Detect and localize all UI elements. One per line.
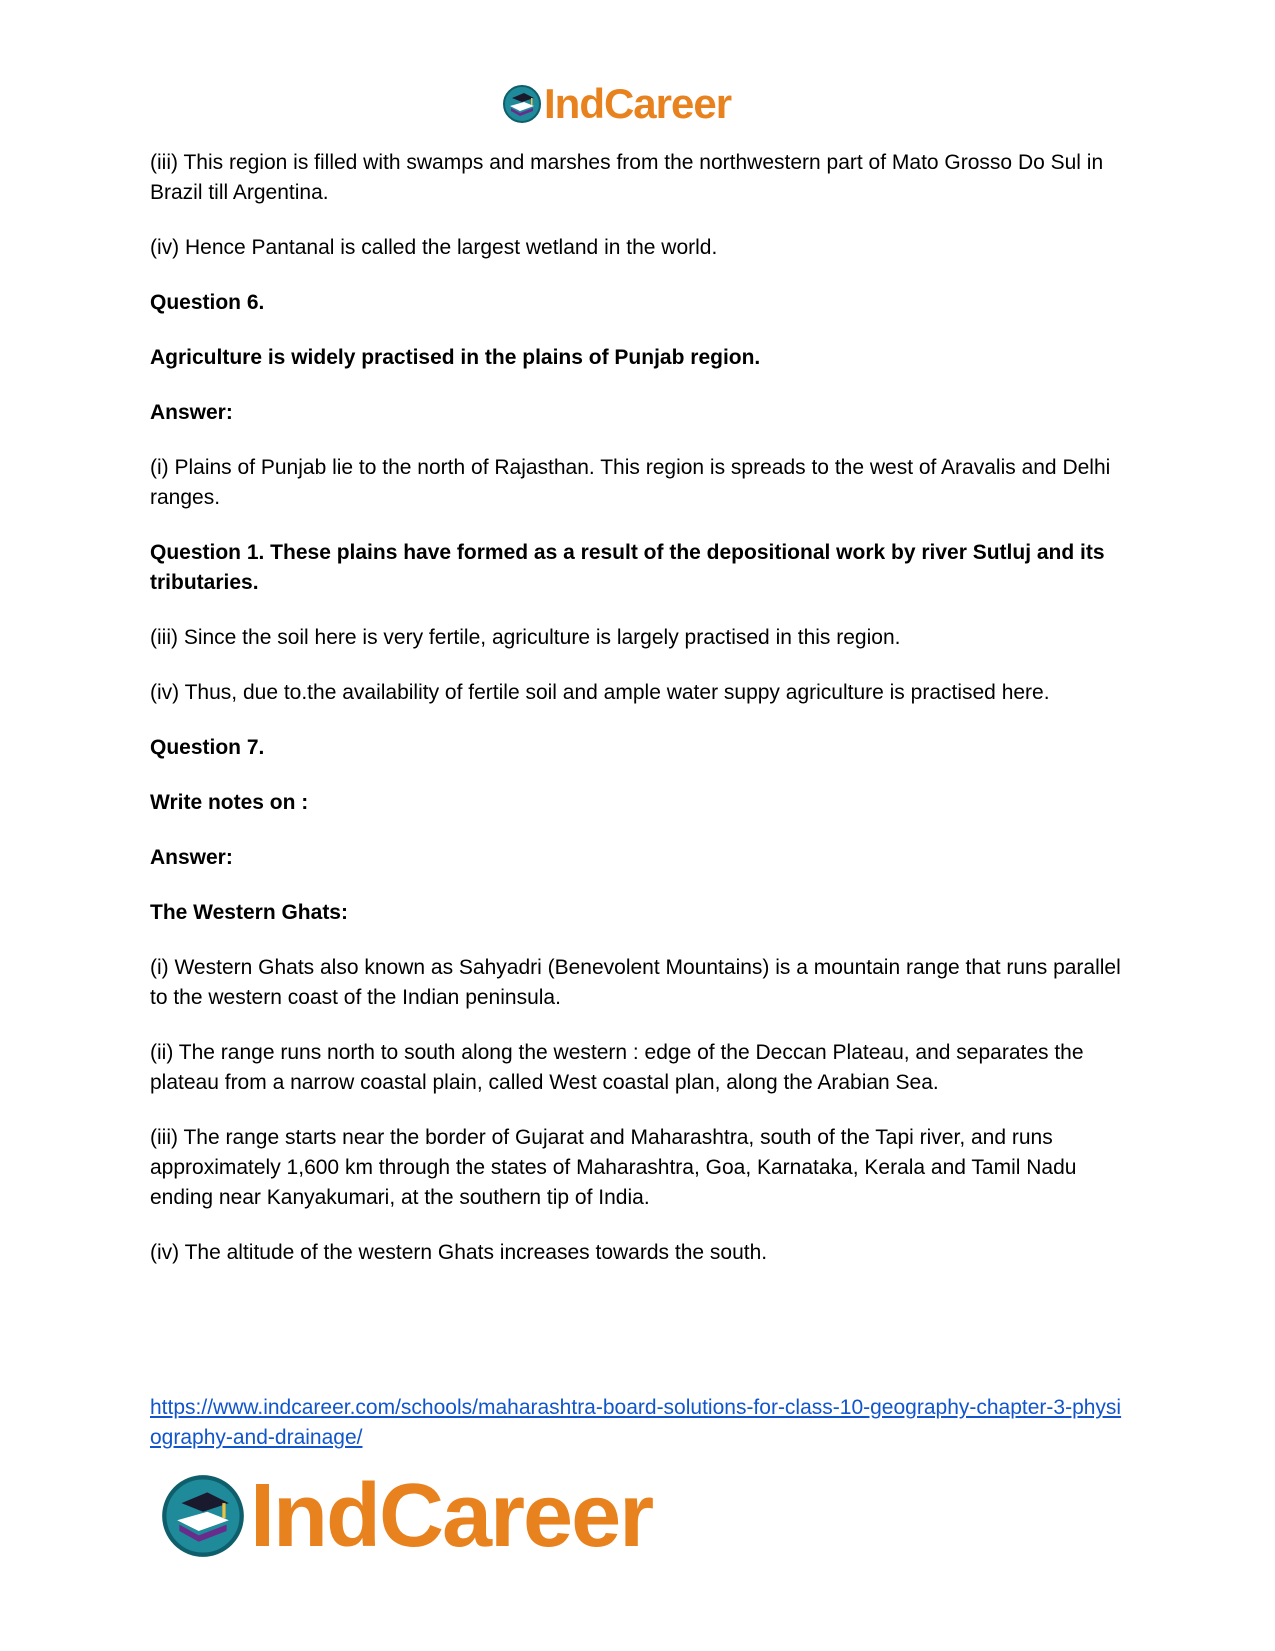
header-logo-text: IndCareer (544, 80, 732, 127)
heading-text: The Western Ghats: (150, 901, 348, 924)
source-link[interactable]: https://www.indcareer.com/schools/maharashtra-board-solutions-for-class-10-geography-chapter-3-physiography-and-drainage/ (150, 1396, 1122, 1449)
header-logo (502, 80, 731, 128)
paragraph: (iii) This region is filled with swamps and marshes from the northwestern part of Mato Grosso Do Sul in Brazil till Argentina. (150, 151, 1104, 204)
paragraph: (ii) The range runs north to south along the western : edge of the Deccan Plateau, and separates the plateau from a narrow coastal plain, called West coastal plan, along the Arabian Sea. (150, 1041, 1084, 1094)
heading-text: Answer: (150, 846, 233, 869)
graduation-book-icon (502, 84, 542, 124)
paragraph: (i) Western Ghats also known as Sahyadri (Benevolent Mountains) is a mountain range that runs parallel to the western coast of the Indian peninsula. (150, 956, 1121, 1009)
paragraph: (iii) Since the soil here is very fertile, agriculture is largely practised in this region. (150, 626, 901, 649)
paragraph: (iii) The range starts near the border of Gujarat and Maharashtra, south of the Tapi river, and runs approximately 1,600 km through the states of Maharashtra, Goa, Karnataka, Kerala and Tamil Nadu ending near Kanyakumari, at the southern tip of India. (150, 1126, 1077, 1209)
heading-text: Question 6. (150, 291, 265, 314)
heading-text: Answer: (150, 401, 233, 424)
heading-text: Write notes on : (150, 791, 309, 814)
document-body (150, 148, 1135, 1293)
heading-text: Question 7. (150, 736, 265, 759)
heading-text: Agriculture is widely practised in the plains of Punjab region. (150, 346, 761, 369)
footer-logo-text: IndCareer (250, 1466, 653, 1566)
graduation-book-icon (160, 1473, 246, 1559)
paragraph: (i) Plains of Punjab lie to the north of Rajasthan. This region is spreads to the west of Aravalis and Delhi ranges. (150, 456, 1111, 509)
paragraph: (iv) Hence Pantanal is called the largest wetland in the world. (150, 236, 718, 259)
heading-text: Question 1. These plains have formed as a result of the depositional work by river Sutluj and its tributaries. (150, 541, 1105, 594)
paragraph: (iv) Thus, due to.the availability of fertile soil and ample water suppy agriculture is practised here. (150, 681, 1050, 704)
paragraph: (iv) The altitude of the western Ghats increases towards the south. (150, 1241, 768, 1264)
footer-logo (160, 1466, 652, 1566)
